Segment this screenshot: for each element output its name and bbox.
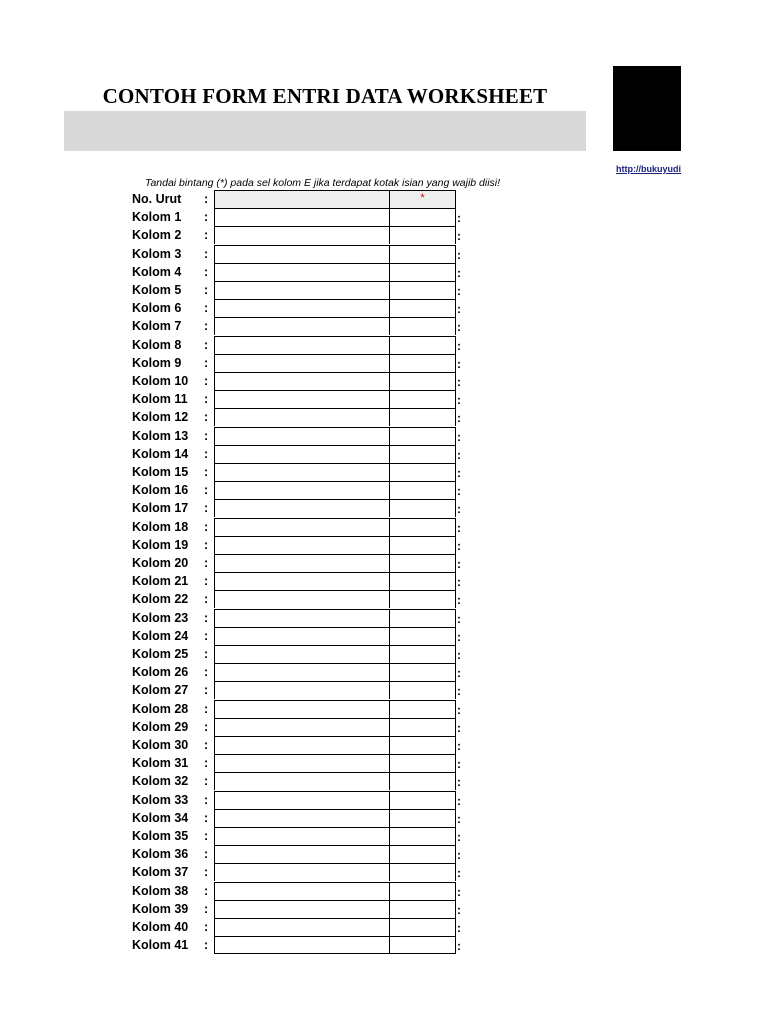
row-label: Kolom 14 (132, 446, 189, 461)
required-flag-cell[interactable] (390, 463, 456, 481)
form-row (0, 882, 768, 900)
row-trailing-colon: : (457, 411, 461, 426)
required-flag-cell[interactable] (390, 627, 456, 645)
row-trailing-colon: : (457, 229, 461, 244)
row-label: Kolom 38 (132, 883, 189, 898)
entry-cell[interactable] (214, 190, 390, 208)
row-label: Kolom 26 (132, 665, 189, 680)
entry-cell[interactable] (214, 263, 390, 281)
form-row (0, 718, 768, 736)
entry-cell[interactable] (214, 918, 390, 936)
row-colon: : (204, 410, 209, 425)
form-row (0, 645, 768, 663)
entry-cell[interactable] (214, 718, 390, 736)
required-flag-cell[interactable] (390, 645, 456, 663)
form-row-no-urut (0, 190, 768, 208)
row-colon: : (204, 901, 209, 916)
required-flag-cell[interactable] (390, 809, 456, 827)
entry-cell[interactable] (214, 627, 390, 645)
form-row (0, 390, 768, 408)
entry-cell[interactable] (214, 281, 390, 299)
row-label: Kolom 13 (132, 428, 189, 443)
form-row (0, 681, 768, 699)
form-row (0, 772, 768, 790)
row-trailing-colon: : (457, 284, 461, 298)
row-label: Kolom 5 (132, 283, 182, 297)
instruction-note: Tandai bintang (*) pada sel kolom E jika terdapat kotak isian yang wajib diisi! (145, 177, 501, 189)
entry-cell[interactable] (214, 572, 390, 590)
row-trailing-colon: : (457, 575, 461, 590)
row-colon: : (204, 683, 209, 698)
row-label: Kolom 33 (132, 792, 189, 807)
row-colon: : (204, 246, 209, 261)
required-flag-cell[interactable] (390, 390, 456, 408)
required-flag-cell[interactable] (390, 354, 456, 372)
row-colon: : (204, 665, 209, 680)
row-label: Kolom 3 (132, 246, 182, 261)
row-trailing-colon: : (457, 502, 461, 517)
form-row (0, 590, 768, 608)
form-row (0, 481, 768, 499)
required-flag-cell[interactable] (390, 208, 456, 226)
entry-cell[interactable] (214, 336, 390, 354)
entry-cell[interactable] (214, 427, 390, 445)
row-label: Kolom 34 (132, 810, 189, 825)
row-trailing-colon: : (457, 375, 461, 389)
row-label: Kolom 11 (132, 392, 188, 407)
row-label: Kolom 1 (132, 210, 182, 225)
form-row (0, 408, 768, 426)
required-flag-cell[interactable] (390, 700, 456, 718)
row-trailing-colon: : (457, 393, 461, 408)
entry-cell[interactable] (214, 809, 390, 827)
form-row (0, 299, 768, 317)
row-label: Kolom 35 (132, 829, 189, 843)
required-flag-cell[interactable] (390, 518, 456, 536)
row-trailing-colon: : (457, 447, 461, 462)
form-row (0, 809, 768, 827)
row-colon: : (204, 920, 209, 934)
row-trailing-colon: : (457, 666, 461, 681)
required-flag-cell[interactable] (390, 845, 456, 863)
row-label: Kolom 4 (132, 264, 182, 279)
form-row (0, 263, 768, 281)
row-label: Kolom 8 (132, 337, 182, 352)
form-row (0, 354, 768, 372)
form-row (0, 499, 768, 517)
entry-cell[interactable] (214, 590, 390, 608)
row-colon: : (204, 428, 209, 443)
row-label: Kolom 23 (132, 610, 189, 625)
row-trailing-colon: : (457, 302, 461, 317)
required-flag-cell[interactable] (390, 263, 456, 281)
row-trailing-colon: : (457, 265, 461, 280)
row-label: Kolom 32 (132, 774, 189, 789)
required-flag-cell[interactable] (390, 609, 456, 627)
row-label: Kolom 17 (132, 501, 189, 516)
form-row (0, 754, 768, 772)
row-trailing-colon: : (457, 466, 461, 480)
row-colon: : (204, 337, 209, 352)
form-row (0, 845, 768, 863)
row-colon: : (204, 792, 209, 807)
form-row (0, 245, 768, 263)
required-flag-cell[interactable] (390, 663, 456, 681)
entry-cell[interactable] (214, 681, 390, 699)
required-flag-cell[interactable] (390, 882, 456, 900)
entry-cell[interactable] (214, 245, 390, 263)
row-trailing-colon: : (457, 648, 461, 662)
form-row (0, 663, 768, 681)
row-label: Kolom 27 (132, 683, 189, 698)
form-row (0, 518, 768, 536)
form-row (0, 554, 768, 572)
entry-cell[interactable] (214, 845, 390, 863)
row-label: Kolom 15 (132, 465, 189, 479)
row-label: Kolom 28 (132, 701, 189, 716)
row-label: Kolom 29 (132, 719, 189, 734)
form-row (0, 609, 768, 627)
entry-cell[interactable] (214, 772, 390, 790)
row-colon: : (204, 574, 209, 589)
entry-cell[interactable] (214, 299, 390, 317)
row-trailing-colon: : (457, 757, 461, 772)
form-row (0, 427, 768, 445)
form-title: CONTOH FORM ENTRI DATA WORKSHEET (102, 84, 548, 108)
required-flag-cell[interactable] (390, 736, 456, 754)
entry-cell[interactable] (214, 445, 390, 463)
row-colon: : (204, 355, 209, 370)
row-colon: : (204, 228, 209, 243)
entry-cell[interactable] (214, 791, 390, 809)
required-flag-cell[interactable] (390, 572, 456, 590)
entry-cell[interactable] (214, 499, 390, 517)
row-label: Kolom 7 (132, 319, 182, 334)
row-trailing-colon: : (457, 211, 461, 226)
row-trailing-colon: : (457, 775, 461, 790)
row-trailing-colon: : (457, 793, 461, 808)
row-trailing-colon: : (457, 848, 461, 863)
row-colon: : (204, 829, 209, 843)
entry-cell[interactable] (214, 609, 390, 627)
entry-cell[interactable] (214, 554, 390, 572)
form-row (0, 336, 768, 354)
row-label: Kolom 41 (132, 938, 189, 953)
required-flag-cell[interactable] (390, 718, 456, 736)
row-colon: : (204, 738, 209, 752)
entry-cell[interactable] (214, 372, 390, 390)
row-trailing-colon: : (457, 429, 461, 444)
row-label: Kolom 6 (132, 301, 182, 316)
required-flag-cell[interactable] (390, 936, 456, 954)
row-colon: : (204, 319, 209, 334)
entry-cell[interactable] (214, 900, 390, 918)
form-row (0, 445, 768, 463)
row-label: Kolom 21 (132, 574, 189, 589)
form-row (0, 827, 768, 845)
row-trailing-colon: : (457, 320, 461, 335)
form-row (0, 226, 768, 244)
entry-cell[interactable] (214, 208, 390, 226)
form-row (0, 918, 768, 936)
form-row (0, 372, 768, 390)
row-colon: : (204, 756, 209, 771)
form-row (0, 936, 768, 954)
entry-cell[interactable] (214, 936, 390, 954)
required-flag-cell[interactable] (390, 590, 456, 608)
required-flag-cell[interactable] (390, 900, 456, 918)
entry-cell[interactable] (214, 408, 390, 426)
row-trailing-colon: : (457, 702, 461, 717)
row-label: Kolom 24 (132, 628, 189, 643)
row-trailing-colon: : (457, 593, 461, 608)
required-flag-cell[interactable] (390, 281, 456, 299)
row-colon: : (204, 465, 209, 479)
row-colon: : (204, 628, 209, 643)
required-flag-cell[interactable] (390, 681, 456, 699)
form-row (0, 572, 768, 590)
row-colon: : (204, 374, 209, 388)
entry-cell[interactable] (214, 736, 390, 754)
row-colon: : (204, 610, 209, 625)
row-trailing-colon: : (457, 739, 461, 753)
row-label: Kolom 18 (132, 519, 189, 534)
required-flag-cell[interactable] (390, 554, 456, 572)
row-colon: : (204, 264, 209, 279)
form-row (0, 281, 768, 299)
entry-cell[interactable] (214, 354, 390, 372)
entry-cell[interactable] (214, 317, 390, 335)
row-label: Kolom 36 (132, 847, 189, 862)
entry-cell[interactable] (214, 700, 390, 718)
row-trailing-colon: : (457, 684, 461, 699)
required-flag-cell[interactable] (390, 372, 456, 390)
row-label: Kolom 39 (132, 901, 189, 916)
row-trailing-colon: : (457, 921, 461, 935)
row-colon: : (204, 192, 209, 206)
row-trailing-colon: : (457, 356, 461, 371)
row-trailing-colon: : (457, 884, 461, 899)
form-row (0, 791, 768, 809)
entry-cell[interactable] (214, 390, 390, 408)
logo-image (613, 66, 681, 151)
row-trailing-colon: : (457, 247, 461, 262)
required-flag-cell[interactable] (390, 245, 456, 263)
form-row (0, 208, 768, 226)
row-colon: : (204, 283, 209, 297)
form-row (0, 700, 768, 718)
row-trailing-colon: : (457, 902, 461, 917)
row-colon: : (204, 810, 209, 825)
row-trailing-colon: : (457, 866, 461, 881)
required-flag-cell[interactable] (390, 445, 456, 463)
required-flag-cell[interactable] (390, 754, 456, 772)
entry-cell[interactable] (214, 882, 390, 900)
row-label: Kolom 37 (132, 865, 189, 880)
row-label: Kolom 31 (132, 756, 189, 771)
row-label: Kolom 10 (132, 374, 189, 388)
required-flag-cell[interactable] (390, 791, 456, 809)
entry-cell[interactable] (214, 518, 390, 536)
row-trailing-colon: : (457, 629, 461, 644)
row-colon: : (204, 883, 209, 898)
required-flag-cell[interactable] (390, 481, 456, 499)
row-label: Kolom 20 (132, 556, 189, 570)
row-colon: : (204, 537, 209, 552)
row-colon: : (204, 556, 209, 570)
row-trailing-colon: : (457, 484, 461, 499)
row-trailing-colon: : (457, 338, 461, 353)
row-colon: : (204, 519, 209, 534)
form-row (0, 536, 768, 554)
form-row (0, 317, 768, 335)
row-label: Kolom 2 (132, 228, 182, 243)
row-label: Kolom 22 (132, 592, 189, 607)
row-colon: : (204, 210, 209, 225)
entry-cell[interactable] (214, 481, 390, 499)
website-link[interactable]: http://bukuyudi (616, 164, 681, 174)
row-colon: : (204, 865, 209, 880)
row-colon: : (204, 301, 209, 316)
row-trailing-colon: : (457, 939, 461, 954)
row-colon: : (204, 938, 209, 953)
required-flag-cell[interactable] (390, 499, 456, 517)
entry-cell[interactable] (214, 663, 390, 681)
required-flag-cell[interactable] (390, 226, 456, 244)
row-colon: : (204, 774, 209, 789)
row-colon: : (204, 446, 209, 461)
required-flag-cell[interactable] (390, 772, 456, 790)
row-label: No. Urut (132, 192, 182, 206)
entry-cell[interactable] (214, 863, 390, 881)
entry-cell[interactable] (214, 463, 390, 481)
required-flag-cell[interactable] (390, 408, 456, 426)
required-flag-cell[interactable] (390, 536, 456, 554)
row-colon: : (204, 392, 209, 407)
entry-cell[interactable] (214, 536, 390, 554)
row-label: Kolom 12 (132, 410, 189, 425)
row-label: Kolom 9 (132, 355, 182, 370)
row-colon: : (204, 592, 209, 607)
required-flag-cell[interactable] (390, 863, 456, 881)
row-trailing-colon: : (457, 830, 461, 844)
required-flag-cell[interactable] (390, 317, 456, 335)
entry-cell[interactable] (214, 645, 390, 663)
row-colon: : (204, 647, 209, 661)
entry-cell[interactable] (214, 827, 390, 845)
form-row (0, 463, 768, 481)
form-row (0, 736, 768, 754)
row-colon: : (204, 483, 209, 498)
row-colon: : (204, 719, 209, 734)
row-label: Kolom 40 (132, 920, 189, 934)
form-row (0, 627, 768, 645)
required-flag-cell[interactable] (390, 427, 456, 445)
row-trailing-colon: : (457, 720, 461, 735)
row-label: Kolom 19 (132, 537, 189, 552)
required-flag-cell[interactable] (390, 336, 456, 354)
row-trailing-colon: : (457, 538, 461, 553)
entry-cell[interactable] (214, 754, 390, 772)
row-label: Kolom 16 (132, 483, 189, 498)
title-band (64, 111, 586, 151)
row-label: Kolom 30 (132, 738, 189, 752)
entry-cell[interactable] (214, 226, 390, 244)
row-colon: : (204, 847, 209, 862)
row-trailing-colon: : (457, 557, 461, 571)
row-label: Kolom 25 (132, 647, 189, 661)
row-trailing-colon: : (457, 611, 461, 626)
required-flag-cell[interactable] (390, 827, 456, 845)
form-row (0, 900, 768, 918)
form-row (0, 863, 768, 881)
row-colon: : (204, 501, 209, 516)
row-trailing-colon: : (457, 520, 461, 535)
required-flag-cell[interactable]: * (390, 190, 456, 208)
row-trailing-colon: : (457, 811, 461, 826)
row-colon: : (204, 701, 209, 716)
required-flag-cell[interactable] (390, 918, 456, 936)
required-flag-cell[interactable] (390, 299, 456, 317)
